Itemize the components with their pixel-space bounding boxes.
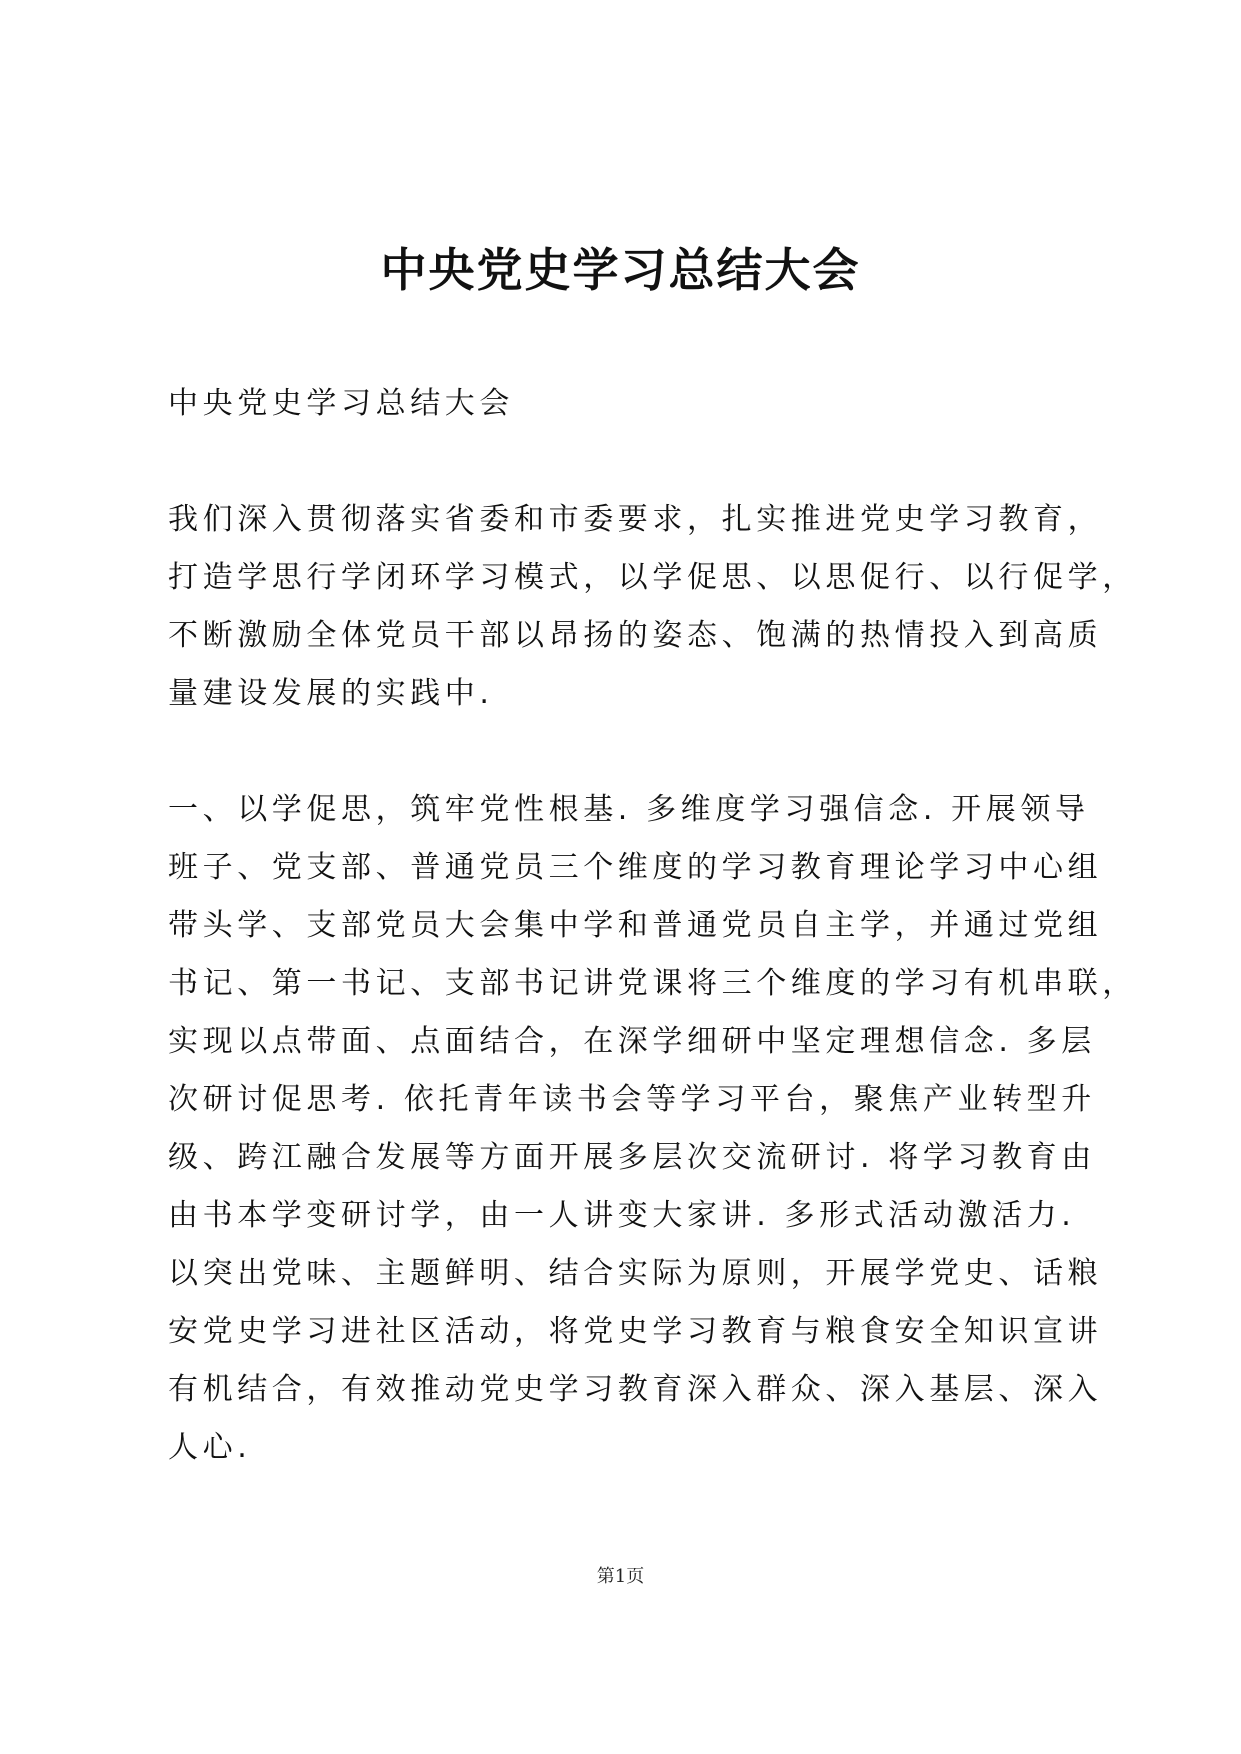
paragraph-line: 实现以点带面、点面结合，在深学细研中坚定理想信念. 多层 [168, 1024, 1096, 1059]
subtitle-paragraph [168, 375, 1073, 433]
paragraph-line: 安党史学习进社区活动，将党史学习教育与粮食安全知识宣讲 [168, 1314, 1103, 1349]
paragraph-line: 打造学思行学闭环学习模式，以学促思、以思促行、以行促学， [168, 560, 1137, 595]
subtitle-line: 中央党史学习总结大会 [168, 386, 514, 421]
document-title: 中央党史学习总结大会 [380, 243, 861, 297]
paragraph-line: 不断激励全体党员干部以昂扬的姿态、饱满的热情投入到高质 [168, 618, 1103, 653]
paragraph-line: 次研讨促思考. 依托青年读书会等学习平台，聚焦产业转型升 [168, 1082, 1096, 1117]
paragraph-line: 级、跨江融合发展等方面开展多层次交流研讨. 将学习教育由 [168, 1140, 1096, 1175]
paragraph-line: 有机结合，有效推动党史学习教育深入群众、深入基层、深入 [168, 1372, 1103, 1407]
paragraph-line: 我们深入贯彻落实省委和市委要求，扎实推进党史学习教育， [168, 502, 1103, 537]
paragraph-line: 班子、党支部、普通党员三个维度的学习教育理论学习中心组 [168, 850, 1103, 885]
paragraph-line: 一、以学促思，筑牢党性根基. 多维度学习强信念. 开展领导 [168, 792, 1090, 827]
paragraph-line: 人心. [168, 1430, 252, 1465]
paragraph-line: 由书本学变研讨学，由一人讲变大家讲. 多形式活动激活力. [168, 1198, 1076, 1233]
paragraph-line: 以突出党味、主题鲜明、结合实际为原则，开展学党史、话粮 [168, 1256, 1103, 1291]
intro-paragraph [168, 491, 1137, 723]
section-one-paragraph [168, 781, 1137, 1477]
document-body [168, 375, 1137, 1477]
paragraph-line: 量建设发展的实践中. [168, 676, 494, 711]
page-number: 第1页 [596, 1566, 645, 1587]
paragraph-line: 带头学、支部党员大会集中学和普通党员自主学，并通过党组 [168, 908, 1103, 943]
paragraph-line: 书记、第一书记、支部书记讲党课将三个维度的学习有机串联， [168, 966, 1137, 1001]
